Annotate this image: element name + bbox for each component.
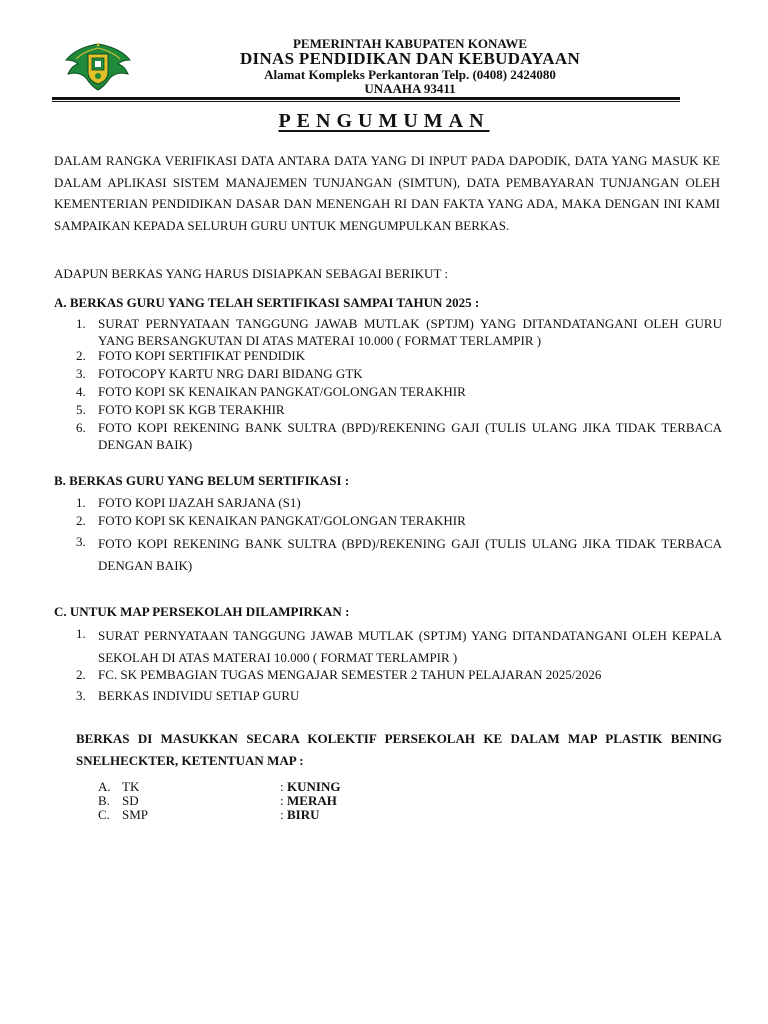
map-letter: C.	[98, 807, 110, 822]
map-color: KUNING	[287, 779, 341, 794]
section-b-item-number: 2.	[76, 513, 86, 528]
header-government: PEMERINTAH KABUPATEN KONAWE	[292, 36, 527, 51]
section-b-item: FOTO KOPI REKENING BANK SULTRA (BPD)/REKENING GAJI (TULIS ULANG JIKA TIDAK TERBACA DENGAN BAIK)	[98, 536, 722, 573]
section-a-item: FOTO KOPI SK KGB TERAKHIR	[98, 402, 285, 417]
document-title: PENGUMUMAN	[278, 110, 490, 132]
section-b-item: FOTO KOPI SK KENAIKAN PANGKAT/GOLONGAN TERAKHIR	[98, 513, 466, 528]
map-color: BIRU	[287, 807, 320, 822]
map-separator: :	[280, 779, 284, 794]
section-a-item-number: 5.	[76, 402, 86, 417]
section-b-item: FOTO KOPI IJAZAH SARJANA (S1)	[98, 495, 301, 510]
map-letter: A.	[98, 779, 111, 794]
map-separator: :	[280, 793, 284, 808]
header-city: UNAAHA 93411	[364, 81, 456, 96]
map-color: MERAH	[287, 793, 337, 808]
section-a-item-number: 3.	[76, 366, 86, 381]
map-level: SD	[122, 793, 139, 808]
section-c-item-number: 2.	[76, 667, 86, 682]
section-a-item: FOTO KOPI REKENING BANK SULTRA (BPD)/REKENING GAJI (TULIS ULANG JIKA TIDAK TERBACA DENGAN BAIK)	[98, 420, 722, 452]
header-rule-thin	[52, 101, 680, 102]
section-a-item-number: 6.	[76, 420, 86, 435]
section-c-item-number: 1.	[76, 626, 86, 641]
section-a-item-number: 2.	[76, 348, 86, 363]
section-a-item-number: 4.	[76, 384, 86, 399]
header-rule-thick	[52, 97, 680, 100]
map-level: SMP	[122, 807, 149, 822]
section-b-item-number: 3.	[76, 534, 86, 549]
closing-paragraph: BERKAS DI MASUKKAN SECARA KOLEKTIF PERSEKOLAH KE DALAM MAP PLASTIK BENING SNELHECKTER, KETENTUAN MAP :	[76, 731, 722, 768]
header-office-name: DINAS PENDIDIKAN DAN KEBUDAYAAN	[239, 49, 581, 68]
map-letter: B.	[98, 793, 110, 808]
section-c-item: FC. SK PEMBAGIAN TUGAS MENGAJAR SEMESTER 2 TAHUN PELAJARAN 2025/2026	[98, 667, 602, 682]
section-b-item-number: 1.	[76, 495, 86, 510]
section-b-heading: B. BERKAS GURU YANG BELUM SERTIFIKASI :	[54, 473, 350, 488]
intro-paragraph: DALAM RANGKA VERIFIKASI DATA ANTARA DATA YANG DI INPUT PADA DAPODIK, DATA YANG MASUK KE DALAM APLIKASI SISTEM MANAJEMEN TUNJANGAN (SIMTUN), DATA PEMBAYARAN TUNJANGAN OLEH KEMENTERIAN PENDIDIKAN DASAR DAN MENENGAH RI DAN FAKTA YANG ADA, MAKA DENGAN INI KAMI SAMPAIKAN KEPADA SELURUH GURU UNTUK MENGUMPULKAN BERKAS.	[54, 153, 720, 233]
section-a-item: SURAT PERNYATAAN TANGGUNG JAWAB MUTLAK (SPTJM) YANG DITANDATANGANI OLEH GURU YANG BERSANGKUTAN DI ATAS MATERAI 10.000 ( FORMAT TERLAMPIR )	[98, 316, 722, 348]
section-c-item: SURAT PERNYATAAN TANGGUNG JAWAB MUTLAK (SPTJM) YANG DITANDATANGANI OLEH KEPALA SEKOLAH DI ATAS MATERAI 10.000 ( FORMAT TERLAMPIR )	[98, 628, 722, 665]
kabupaten-konawe-logo	[64, 40, 132, 92]
section-a-item: FOTOCOPY KARTU NRG DARI BIDANG GTK	[98, 366, 363, 381]
map-level: TK	[122, 779, 140, 794]
map-separator: :	[280, 807, 284, 822]
section-c-heading: C. UNTUK MAP PERSEKOLAH DILAMPIRKAN :	[54, 604, 350, 619]
section-a-heading: A. BERKAS GURU YANG TELAH SERTIFIKASI SAMPAI TAHUN 2025 :	[54, 295, 480, 310]
section-a-item-number: 1.	[76, 316, 86, 331]
section-c-item-number: 3.	[76, 688, 86, 703]
adapun-line: ADAPUN BERKAS YANG HARUS DISIAPKAN SEBAGAI BERIKUT :	[54, 266, 449, 281]
section-a-item: FOTO KOPI SERTIFIKAT PENDIDIK	[98, 348, 306, 363]
section-a-item: FOTO KOPI SK KENAIKAN PANGKAT/GOLONGAN TERAKHIR	[98, 384, 466, 399]
section-c-item: BERKAS INDIVIDU SETIAP GURU	[98, 688, 300, 703]
header-address: Alamat Kompleks Perkantoran Telp. (0408) 2424080	[264, 67, 556, 82]
